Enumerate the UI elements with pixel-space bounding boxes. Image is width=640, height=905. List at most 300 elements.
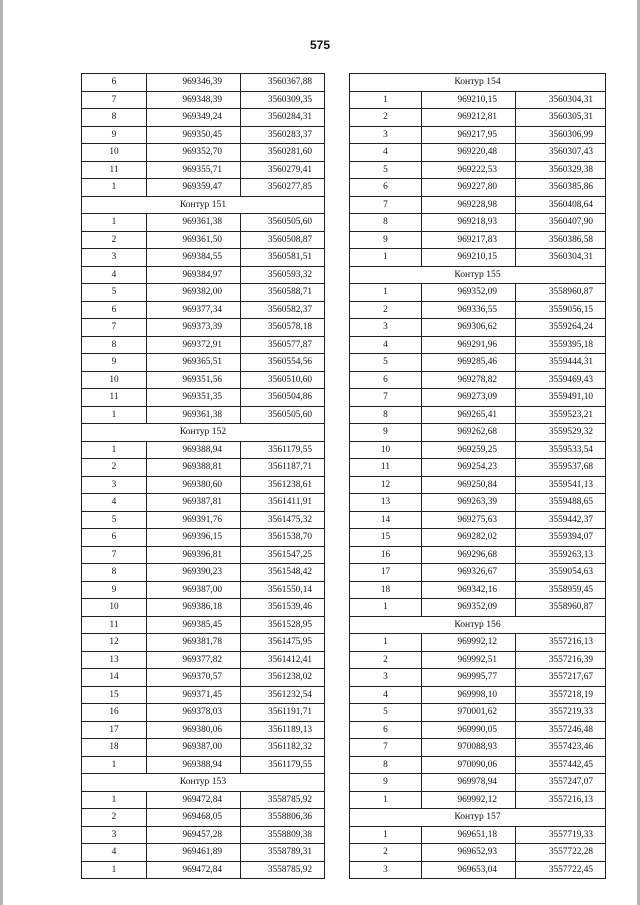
table-row bbox=[350, 599, 606, 617]
y-coordinate-cell: 3561475,32 bbox=[241, 511, 325, 529]
table-row bbox=[350, 861, 606, 879]
x-coordinate-cell: 969218,93 bbox=[422, 214, 516, 232]
table-row bbox=[82, 109, 325, 127]
table-row bbox=[350, 686, 606, 704]
table-row bbox=[350, 441, 606, 459]
y-coordinate-cell: 3558959,45 bbox=[516, 581, 606, 599]
y-coordinate-cell: 3561412,41 bbox=[241, 651, 325, 669]
x-coordinate-cell: 969995,77 bbox=[422, 669, 516, 687]
x-coordinate-cell: 969285,46 bbox=[422, 354, 516, 372]
y-coordinate-cell: 3560305,31 bbox=[516, 109, 606, 127]
y-coordinate-cell: 3560386,58 bbox=[516, 231, 606, 249]
table-row bbox=[350, 231, 606, 249]
contour-heading-row bbox=[82, 196, 325, 214]
point-number-cell: 2 bbox=[82, 459, 147, 477]
table-row bbox=[82, 564, 325, 582]
table-row bbox=[82, 844, 325, 862]
x-coordinate-cell: 969998,10 bbox=[422, 686, 516, 704]
point-number-cell: 5 bbox=[82, 284, 147, 302]
y-coordinate-cell: 3557719,33 bbox=[516, 826, 606, 844]
point-number-cell: 1 bbox=[350, 791, 422, 809]
point-number-cell: 1 bbox=[350, 249, 422, 267]
table-row bbox=[82, 494, 325, 512]
table-row bbox=[82, 74, 325, 92]
y-coordinate-cell: 3561187,71 bbox=[241, 459, 325, 477]
point-number-cell: 15 bbox=[350, 529, 422, 547]
point-number-cell: 16 bbox=[82, 704, 147, 722]
table-row bbox=[82, 651, 325, 669]
right-table-body bbox=[350, 74, 606, 879]
point-number-cell: 3 bbox=[350, 319, 422, 337]
point-number-cell: 10 bbox=[350, 441, 422, 459]
y-coordinate-cell: 3561191,71 bbox=[241, 704, 325, 722]
y-coordinate-cell: 3560504,86 bbox=[241, 389, 325, 407]
x-coordinate-cell: 969372,91 bbox=[147, 336, 241, 354]
y-coordinate-cell: 3561189,13 bbox=[241, 721, 325, 739]
x-coordinate-cell: 969472,84 bbox=[147, 791, 241, 809]
point-number-cell: 3 bbox=[82, 826, 147, 844]
y-coordinate-cell: 3560279,41 bbox=[241, 161, 325, 179]
x-coordinate-cell: 969273,09 bbox=[422, 389, 516, 407]
point-number-cell: 4 bbox=[350, 686, 422, 704]
y-coordinate-cell: 3560581,51 bbox=[241, 249, 325, 267]
x-coordinate-cell: 969390,23 bbox=[147, 564, 241, 582]
x-coordinate-cell: 970001,62 bbox=[422, 704, 516, 722]
point-number-cell: 6 bbox=[82, 529, 147, 547]
y-coordinate-cell: 3557247,07 bbox=[516, 774, 606, 792]
x-coordinate-cell: 969387,81 bbox=[147, 494, 241, 512]
x-coordinate-cell: 969222,53 bbox=[422, 161, 516, 179]
x-coordinate-cell: 969259,25 bbox=[422, 441, 516, 459]
point-number-cell: 1 bbox=[82, 791, 147, 809]
table-row bbox=[350, 791, 606, 809]
table-row bbox=[350, 529, 606, 547]
point-number-cell: 9 bbox=[82, 126, 147, 144]
table-row bbox=[350, 179, 606, 197]
x-coordinate-cell: 969365,51 bbox=[147, 354, 241, 372]
y-coordinate-cell: 3559537,68 bbox=[516, 459, 606, 477]
y-coordinate-cell: 3560367,88 bbox=[241, 74, 325, 92]
table-row bbox=[350, 424, 606, 442]
y-coordinate-cell: 3559442,37 bbox=[516, 511, 606, 529]
x-coordinate-cell: 969384,97 bbox=[147, 266, 241, 284]
table-row bbox=[82, 231, 325, 249]
table-row bbox=[82, 476, 325, 494]
x-coordinate-cell: 969373,39 bbox=[147, 319, 241, 337]
point-number-cell: 17 bbox=[350, 564, 422, 582]
x-coordinate-cell: 969378,03 bbox=[147, 704, 241, 722]
y-coordinate-cell: 3560593,32 bbox=[241, 266, 325, 284]
x-coordinate-cell: 969382,00 bbox=[147, 284, 241, 302]
table-row bbox=[350, 126, 606, 144]
left-coordinates-table bbox=[81, 73, 325, 879]
point-number-cell: 9 bbox=[350, 774, 422, 792]
y-coordinate-cell: 3559263,13 bbox=[516, 546, 606, 564]
x-coordinate-cell: 969265,41 bbox=[422, 406, 516, 424]
table-row bbox=[350, 651, 606, 669]
point-number-cell: 3 bbox=[82, 249, 147, 267]
point-number-cell: 7 bbox=[350, 739, 422, 757]
y-coordinate-cell: 3561232,54 bbox=[241, 686, 325, 704]
y-coordinate-cell: 3561411,91 bbox=[241, 494, 325, 512]
table-row bbox=[82, 459, 325, 477]
contour-heading-row bbox=[350, 809, 606, 827]
y-coordinate-cell: 3557722,28 bbox=[516, 844, 606, 862]
table-row bbox=[350, 336, 606, 354]
y-coordinate-cell: 3561179,55 bbox=[241, 441, 325, 459]
y-coordinate-cell: 3559469,43 bbox=[516, 371, 606, 389]
table-row bbox=[350, 581, 606, 599]
x-coordinate-cell: 969361,50 bbox=[147, 231, 241, 249]
y-coordinate-cell: 3557218,19 bbox=[516, 686, 606, 704]
y-coordinate-cell: 3560554,56 bbox=[241, 354, 325, 372]
point-number-cell: 6 bbox=[350, 721, 422, 739]
table-row bbox=[82, 581, 325, 599]
contour-heading: Контур 154 bbox=[350, 74, 606, 92]
x-coordinate-cell: 969385,45 bbox=[147, 616, 241, 634]
x-coordinate-cell: 969992,12 bbox=[422, 791, 516, 809]
x-coordinate-cell: 969384,55 bbox=[147, 249, 241, 267]
x-coordinate-cell: 969391,76 bbox=[147, 511, 241, 529]
x-coordinate-cell: 969461,89 bbox=[147, 844, 241, 862]
contour-heading-row bbox=[82, 774, 325, 792]
table-row bbox=[82, 546, 325, 564]
x-coordinate-cell: 969371,45 bbox=[147, 686, 241, 704]
table-row bbox=[350, 546, 606, 564]
point-number-cell: 2 bbox=[82, 231, 147, 249]
y-coordinate-cell: 3561238,02 bbox=[241, 669, 325, 687]
point-number-cell: 13 bbox=[82, 651, 147, 669]
table-row bbox=[82, 756, 325, 774]
x-coordinate-cell: 969217,95 bbox=[422, 126, 516, 144]
y-coordinate-cell: 3557216,13 bbox=[516, 634, 606, 652]
x-coordinate-cell: 969992,12 bbox=[422, 634, 516, 652]
contour-heading: Контур 152 bbox=[82, 424, 325, 442]
x-coordinate-cell: 969262,68 bbox=[422, 424, 516, 442]
table-row bbox=[82, 721, 325, 739]
point-number-cell: 2 bbox=[350, 109, 422, 127]
point-number-cell: 10 bbox=[82, 599, 147, 617]
table-row bbox=[82, 336, 325, 354]
contour-heading: Контур 151 bbox=[82, 196, 325, 214]
table-row bbox=[82, 354, 325, 372]
point-number-cell: 5 bbox=[350, 161, 422, 179]
point-number-cell: 1 bbox=[82, 756, 147, 774]
x-coordinate-cell: 969377,34 bbox=[147, 301, 241, 319]
x-coordinate-cell: 969350,45 bbox=[147, 126, 241, 144]
y-coordinate-cell: 3557216,39 bbox=[516, 651, 606, 669]
point-number-cell: 9 bbox=[82, 581, 147, 599]
table-row bbox=[350, 144, 606, 162]
point-number-cell: 2 bbox=[82, 809, 147, 827]
table-row bbox=[350, 826, 606, 844]
point-number-cell: 3 bbox=[82, 476, 147, 494]
x-coordinate-cell: 969342,16 bbox=[422, 581, 516, 599]
table-row bbox=[82, 214, 325, 232]
y-coordinate-cell: 3559394,07 bbox=[516, 529, 606, 547]
y-coordinate-cell: 3559491,10 bbox=[516, 389, 606, 407]
table-row bbox=[82, 249, 325, 267]
table-row bbox=[82, 826, 325, 844]
table-row bbox=[82, 529, 325, 547]
point-number-cell: 1 bbox=[82, 441, 147, 459]
x-coordinate-cell: 969377,82 bbox=[147, 651, 241, 669]
table-row bbox=[82, 389, 325, 407]
x-coordinate-cell: 969326,67 bbox=[422, 564, 516, 582]
table-row bbox=[82, 319, 325, 337]
y-coordinate-cell: 3558785,92 bbox=[241, 791, 325, 809]
y-coordinate-cell: 3561475,95 bbox=[241, 634, 325, 652]
x-coordinate-cell: 969380,60 bbox=[147, 476, 241, 494]
table-row bbox=[350, 354, 606, 372]
y-coordinate-cell: 3560505,60 bbox=[241, 406, 325, 424]
x-coordinate-cell: 969306,62 bbox=[422, 319, 516, 337]
point-number-cell: 10 bbox=[82, 371, 147, 389]
table-row bbox=[82, 739, 325, 757]
point-number-cell: 7 bbox=[350, 389, 422, 407]
left-table-body bbox=[82, 74, 325, 879]
table-row bbox=[350, 301, 606, 319]
x-coordinate-cell: 969263,39 bbox=[422, 494, 516, 512]
x-coordinate-cell: 969348,39 bbox=[147, 91, 241, 109]
point-number-cell: 16 bbox=[350, 546, 422, 564]
table-row bbox=[350, 704, 606, 722]
point-number-cell: 11 bbox=[82, 389, 147, 407]
x-coordinate-cell: 969387,00 bbox=[147, 739, 241, 757]
table-row bbox=[82, 266, 325, 284]
table-row bbox=[350, 844, 606, 862]
table-row bbox=[350, 669, 606, 687]
point-number-cell: 1 bbox=[350, 599, 422, 617]
y-coordinate-cell: 3560277,85 bbox=[241, 179, 325, 197]
table-row bbox=[82, 861, 325, 879]
table-row bbox=[350, 161, 606, 179]
x-coordinate-cell: 969387,00 bbox=[147, 581, 241, 599]
table-row bbox=[82, 144, 325, 162]
table-row bbox=[350, 249, 606, 267]
table-row bbox=[350, 721, 606, 739]
x-coordinate-cell: 969388,94 bbox=[147, 756, 241, 774]
y-coordinate-cell: 3560304,31 bbox=[516, 91, 606, 109]
x-coordinate-cell: 969653,04 bbox=[422, 861, 516, 879]
y-coordinate-cell: 3560309,35 bbox=[241, 91, 325, 109]
y-coordinate-cell: 3560385,86 bbox=[516, 179, 606, 197]
point-number-cell: 9 bbox=[350, 231, 422, 249]
point-number-cell: 11 bbox=[82, 161, 147, 179]
table-row bbox=[82, 284, 325, 302]
point-number-cell: 9 bbox=[350, 424, 422, 442]
table-row bbox=[82, 704, 325, 722]
y-coordinate-cell: 3560304,31 bbox=[516, 249, 606, 267]
scan-edge-left bbox=[0, 0, 3, 905]
point-number-cell: 6 bbox=[82, 301, 147, 319]
contour-heading-row bbox=[82, 424, 325, 442]
y-coordinate-cell: 3558789,31 bbox=[241, 844, 325, 862]
point-number-cell: 3 bbox=[350, 126, 422, 144]
y-coordinate-cell: 3560329,38 bbox=[516, 161, 606, 179]
table-row bbox=[350, 389, 606, 407]
table-row bbox=[350, 196, 606, 214]
x-coordinate-cell: 969472,84 bbox=[147, 861, 241, 879]
x-coordinate-cell: 969291,96 bbox=[422, 336, 516, 354]
point-number-cell: 5 bbox=[82, 511, 147, 529]
y-coordinate-cell: 3561238,61 bbox=[241, 476, 325, 494]
point-number-cell: 9 bbox=[82, 354, 147, 372]
point-number-cell: 11 bbox=[350, 459, 422, 477]
point-number-cell: 8 bbox=[350, 406, 422, 424]
x-coordinate-cell: 969992,51 bbox=[422, 651, 516, 669]
table-row bbox=[82, 634, 325, 652]
table-row bbox=[82, 809, 325, 827]
point-number-cell: 2 bbox=[350, 301, 422, 319]
point-number-cell: 15 bbox=[82, 686, 147, 704]
table-row bbox=[82, 669, 325, 687]
table-row bbox=[82, 599, 325, 617]
y-coordinate-cell: 3561548,42 bbox=[241, 564, 325, 582]
y-coordinate-cell: 3558960,87 bbox=[516, 284, 606, 302]
x-coordinate-cell: 969351,56 bbox=[147, 371, 241, 389]
table-row bbox=[350, 109, 606, 127]
table-row bbox=[350, 739, 606, 757]
point-number-cell: 3 bbox=[350, 669, 422, 687]
x-coordinate-cell: 969396,81 bbox=[147, 546, 241, 564]
coordinates-table bbox=[81, 73, 325, 879]
x-coordinate-cell: 969396,15 bbox=[147, 529, 241, 547]
x-coordinate-cell: 969227,80 bbox=[422, 179, 516, 197]
y-coordinate-cell: 3560306,99 bbox=[516, 126, 606, 144]
table-row bbox=[82, 161, 325, 179]
point-number-cell: 5 bbox=[350, 354, 422, 372]
y-coordinate-cell: 3560281,60 bbox=[241, 144, 325, 162]
y-coordinate-cell: 3559395,18 bbox=[516, 336, 606, 354]
point-number-cell: 18 bbox=[350, 581, 422, 599]
x-coordinate-cell: 969381,78 bbox=[147, 634, 241, 652]
x-coordinate-cell: 969346,39 bbox=[147, 74, 241, 92]
table-row bbox=[82, 511, 325, 529]
x-coordinate-cell: 969361,38 bbox=[147, 406, 241, 424]
table-row bbox=[82, 301, 325, 319]
x-coordinate-cell: 969388,94 bbox=[147, 441, 241, 459]
x-coordinate-cell: 969359,47 bbox=[147, 179, 241, 197]
y-coordinate-cell: 3560508,87 bbox=[241, 231, 325, 249]
point-number-cell: 1 bbox=[82, 406, 147, 424]
contour-heading: Контур 155 bbox=[350, 266, 606, 284]
y-coordinate-cell: 3559054,63 bbox=[516, 564, 606, 582]
y-coordinate-cell: 3557423,46 bbox=[516, 739, 606, 757]
point-number-cell: 4 bbox=[350, 336, 422, 354]
x-coordinate-cell: 969468,05 bbox=[147, 809, 241, 827]
table-row bbox=[350, 91, 606, 109]
y-coordinate-cell: 3561547,25 bbox=[241, 546, 325, 564]
point-number-cell: 14 bbox=[350, 511, 422, 529]
x-coordinate-cell: 969210,15 bbox=[422, 249, 516, 267]
y-coordinate-cell: 3560510,60 bbox=[241, 371, 325, 389]
x-coordinate-cell: 969352,09 bbox=[422, 599, 516, 617]
y-coordinate-cell: 3560283,37 bbox=[241, 126, 325, 144]
x-coordinate-cell: 969457,28 bbox=[147, 826, 241, 844]
y-coordinate-cell: 3557219,33 bbox=[516, 704, 606, 722]
table-row bbox=[350, 284, 606, 302]
point-number-cell: 8 bbox=[350, 214, 422, 232]
table-row bbox=[350, 756, 606, 774]
point-number-cell: 12 bbox=[350, 476, 422, 494]
y-coordinate-cell: 3560505,60 bbox=[241, 214, 325, 232]
y-coordinate-cell: 3559533,54 bbox=[516, 441, 606, 459]
y-coordinate-cell: 3560577,87 bbox=[241, 336, 325, 354]
x-coordinate-cell: 969652,93 bbox=[422, 844, 516, 862]
y-coordinate-cell: 3558806,36 bbox=[241, 809, 325, 827]
point-number-cell: 14 bbox=[82, 669, 147, 687]
x-coordinate-cell: 969978,94 bbox=[422, 774, 516, 792]
y-coordinate-cell: 3561179,55 bbox=[241, 756, 325, 774]
point-number-cell: 2 bbox=[350, 844, 422, 862]
y-coordinate-cell: 3559056,15 bbox=[516, 301, 606, 319]
x-coordinate-cell: 969351,35 bbox=[147, 389, 241, 407]
x-coordinate-cell: 969380,06 bbox=[147, 721, 241, 739]
x-coordinate-cell: 969212,81 bbox=[422, 109, 516, 127]
x-coordinate-cell: 969254,23 bbox=[422, 459, 516, 477]
page-number: 575 bbox=[309, 38, 331, 52]
point-number-cell: 5 bbox=[350, 704, 422, 722]
contour-heading: Контур 156 bbox=[350, 616, 606, 634]
point-number-cell: 6 bbox=[350, 371, 422, 389]
y-coordinate-cell: 3561182,32 bbox=[241, 739, 325, 757]
point-number-cell: 8 bbox=[82, 564, 147, 582]
y-coordinate-cell: 3557442,45 bbox=[516, 756, 606, 774]
table-row bbox=[82, 91, 325, 109]
y-coordinate-cell: 3560407,90 bbox=[516, 214, 606, 232]
point-number-cell: 4 bbox=[82, 844, 147, 862]
table-row bbox=[82, 616, 325, 634]
x-coordinate-cell: 969210,15 bbox=[422, 91, 516, 109]
point-number-cell: 4 bbox=[82, 266, 147, 284]
x-coordinate-cell: 969355,71 bbox=[147, 161, 241, 179]
table-row bbox=[350, 511, 606, 529]
point-number-cell: 8 bbox=[82, 109, 147, 127]
y-coordinate-cell: 3557217,67 bbox=[516, 669, 606, 687]
point-number-cell: 6 bbox=[350, 179, 422, 197]
x-coordinate-cell: 969296,68 bbox=[422, 546, 516, 564]
point-number-cell: 1 bbox=[82, 214, 147, 232]
x-coordinate-cell: 969388,81 bbox=[147, 459, 241, 477]
point-number-cell: 7 bbox=[82, 546, 147, 564]
right-coordinates-table bbox=[349, 73, 606, 879]
table-row bbox=[350, 494, 606, 512]
y-coordinate-cell: 3557216,13 bbox=[516, 791, 606, 809]
y-coordinate-cell: 3559444,31 bbox=[516, 354, 606, 372]
point-number-cell: 1 bbox=[350, 284, 422, 302]
y-coordinate-cell: 3561538,70 bbox=[241, 529, 325, 547]
point-number-cell: 4 bbox=[82, 494, 147, 512]
x-coordinate-cell: 969336,55 bbox=[422, 301, 516, 319]
point-number-cell: 2 bbox=[350, 651, 422, 669]
table-row bbox=[350, 319, 606, 337]
table-row bbox=[350, 564, 606, 582]
x-coordinate-cell: 969386,18 bbox=[147, 599, 241, 617]
point-number-cell: 18 bbox=[82, 739, 147, 757]
y-coordinate-cell: 3560408,64 bbox=[516, 196, 606, 214]
y-coordinate-cell: 3560307,43 bbox=[516, 144, 606, 162]
y-coordinate-cell: 3559541,13 bbox=[516, 476, 606, 494]
contour-heading: Контур 153 bbox=[82, 774, 325, 792]
table-row bbox=[350, 774, 606, 792]
x-coordinate-cell: 969651,18 bbox=[422, 826, 516, 844]
point-number-cell: 13 bbox=[350, 494, 422, 512]
y-coordinate-cell: 3557246,48 bbox=[516, 721, 606, 739]
point-number-cell: 7 bbox=[82, 319, 147, 337]
x-coordinate-cell: 970088,93 bbox=[422, 739, 516, 757]
point-number-cell: 8 bbox=[350, 756, 422, 774]
